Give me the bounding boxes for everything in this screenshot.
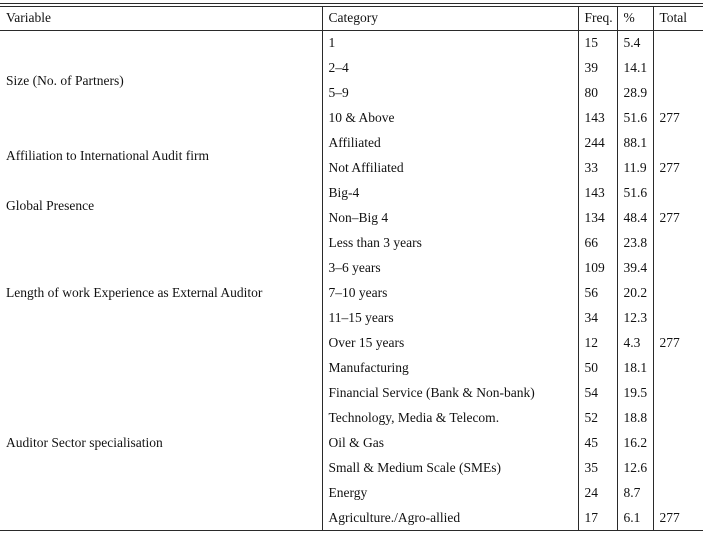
total-cell — [653, 131, 703, 156]
variable-cell: Auditor Sector specialisation — [6, 434, 163, 450]
pct-cell: 39.4 — [617, 256, 653, 281]
total-cell: 277 — [653, 206, 703, 231]
pct-cell: 48.4 — [617, 206, 653, 231]
demographics-table — [0, 6, 703, 531]
pct-cell: 28.9 — [617, 81, 653, 106]
header-variable: Variable — [0, 7, 322, 31]
category-cell: Agriculture./Agro-allied — [322, 506, 578, 531]
category-cell: 1 — [322, 31, 578, 56]
pct-cell: 4.3 — [617, 331, 653, 356]
header-total: Total — [653, 7, 703, 31]
category-cell: Oil & Gas — [322, 431, 578, 456]
freq-cell: 33 — [578, 156, 617, 181]
variable-cell: Length of work Experience as External Auditor — [6, 285, 263, 301]
category-cell: Energy — [322, 481, 578, 506]
category-cell: Big-4 — [322, 181, 578, 206]
pct-cell: 6.1 — [617, 506, 653, 531]
header-freq: Freq. — [578, 7, 617, 31]
pct-cell: 16.2 — [617, 431, 653, 456]
category-cell: Affiliated — [322, 131, 578, 156]
total-cell: 277 — [653, 506, 703, 531]
pct-cell: 5.4 — [617, 31, 653, 56]
header-category: Category — [322, 7, 578, 31]
freq-cell: 34 — [578, 306, 617, 331]
category-cell: Small & Medium Scale (SMEs) — [322, 456, 578, 481]
pct-cell: 88.1 — [617, 131, 653, 156]
total-cell: 277 — [653, 156, 703, 181]
total-cell — [653, 181, 703, 206]
total-cell — [653, 256, 703, 281]
category-cell: 11–15 years — [322, 306, 578, 331]
pct-cell: 51.6 — [617, 106, 653, 131]
category-cell: 7–10 years — [322, 281, 578, 306]
category-cell: 5–9 — [322, 81, 578, 106]
category-cell: 2–4 — [322, 56, 578, 81]
category-cell: 10 & Above — [322, 106, 578, 131]
freq-cell: 45 — [578, 431, 617, 456]
freq-cell: 24 — [578, 481, 617, 506]
pct-cell: 18.8 — [617, 406, 653, 431]
freq-cell: 50 — [578, 356, 617, 381]
pct-cell: 20.2 — [617, 281, 653, 306]
freq-cell: 109 — [578, 256, 617, 281]
table-row — [0, 181, 703, 206]
pct-cell: 19.5 — [617, 381, 653, 406]
pct-cell: 18.1 — [617, 356, 653, 381]
table-row — [0, 31, 703, 56]
demographics-table-container — [0, 3, 703, 531]
total-cell: 277 — [653, 106, 703, 131]
variable-cell: Size (No. of Partners) — [6, 72, 124, 88]
total-cell — [653, 81, 703, 106]
table-header — [0, 7, 703, 31]
header-percent: % — [617, 7, 653, 31]
table-row — [0, 131, 703, 156]
freq-cell: 39 — [578, 56, 617, 81]
total-cell — [653, 56, 703, 81]
total-cell: 277 — [653, 331, 703, 356]
freq-cell: 56 — [578, 281, 617, 306]
freq-cell: 244 — [578, 131, 617, 156]
freq-cell: 80 — [578, 81, 617, 106]
pct-cell: 12.6 — [617, 456, 653, 481]
table-row — [0, 356, 703, 381]
variable-cell: Affiliation to International Audit firm — [6, 147, 209, 163]
freq-cell: 134 — [578, 206, 617, 231]
freq-cell: 52 — [578, 406, 617, 431]
total-cell — [653, 481, 703, 506]
pct-cell: 8.7 — [617, 481, 653, 506]
pct-cell: 11.9 — [617, 156, 653, 181]
total-cell — [653, 456, 703, 481]
freq-cell: 143 — [578, 181, 617, 206]
category-cell: Less than 3 years — [322, 231, 578, 256]
freq-cell: 35 — [578, 456, 617, 481]
pct-cell: 51.6 — [617, 181, 653, 206]
freq-cell: 54 — [578, 381, 617, 406]
total-cell — [653, 306, 703, 331]
table-body — [0, 31, 703, 531]
header-row — [0, 7, 703, 31]
total-cell — [653, 356, 703, 381]
freq-cell: 12 — [578, 331, 617, 356]
category-cell: Technology, Media & Telecom. — [322, 406, 578, 431]
variable-cell: Global Presence — [6, 197, 95, 213]
freq-cell: 143 — [578, 106, 617, 131]
total-cell — [653, 431, 703, 456]
freq-cell: 66 — [578, 231, 617, 256]
category-cell: Financial Service (Bank & Non-bank) — [322, 381, 578, 406]
category-cell: Over 15 years — [322, 331, 578, 356]
pct-cell: 12.3 — [617, 306, 653, 331]
freq-cell: 15 — [578, 31, 617, 56]
category-cell: Non–Big 4 — [322, 206, 578, 231]
category-cell: Manufacturing — [322, 356, 578, 381]
freq-cell: 17 — [578, 506, 617, 531]
category-cell: 3–6 years — [322, 256, 578, 281]
category-cell: Not Affiliated — [322, 156, 578, 181]
total-cell — [653, 31, 703, 56]
total-cell — [653, 281, 703, 306]
table-row — [0, 231, 703, 256]
total-cell — [653, 381, 703, 406]
pct-cell: 14.1 — [617, 56, 653, 81]
total-cell — [653, 406, 703, 431]
total-cell — [653, 231, 703, 256]
pct-cell: 23.8 — [617, 231, 653, 256]
